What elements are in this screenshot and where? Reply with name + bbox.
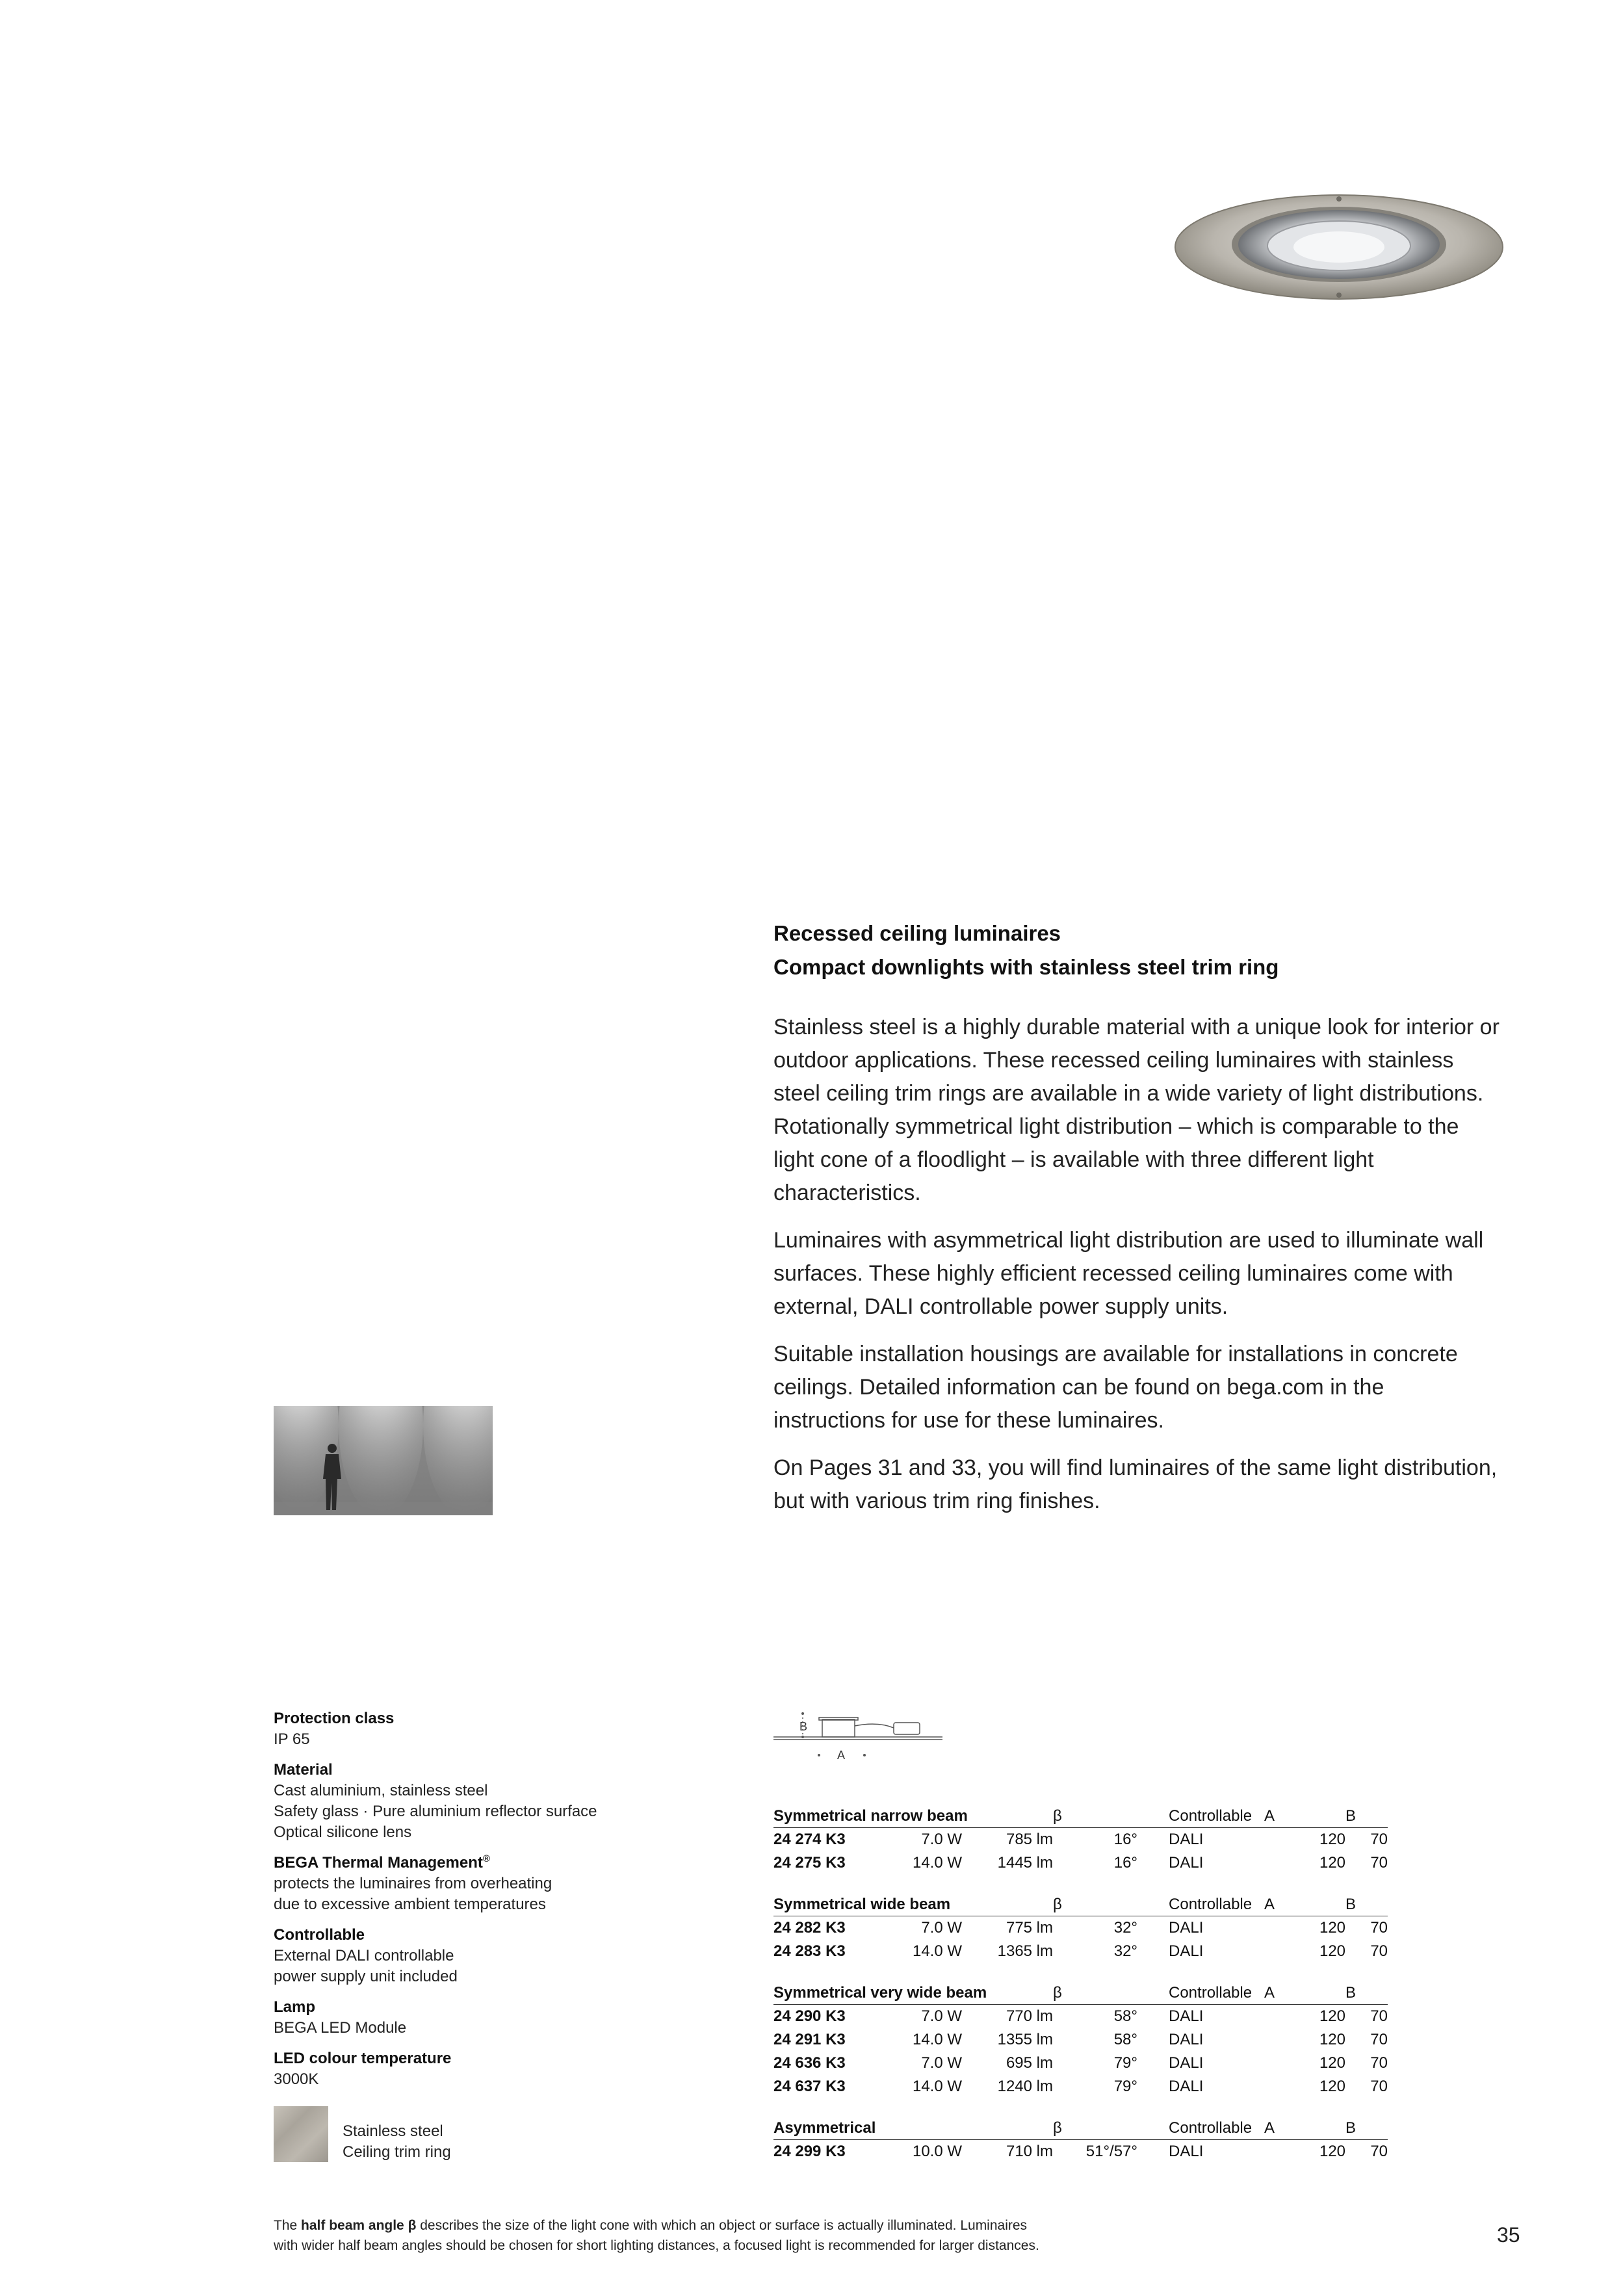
header-beta: β — [1053, 1890, 1137, 1916]
header-b: B — [1345, 2114, 1388, 2140]
spec-thermal — [274, 1853, 638, 1915]
table-row — [773, 2005, 1388, 2029]
dimension-b: 70 — [1370, 1942, 1388, 1960]
table-header-row — [773, 2114, 1388, 2140]
footnote-term: half beam angle β — [301, 2218, 417, 2233]
wattage: 14.0 W — [912, 1854, 962, 1872]
finish-line-1: Stainless steel — [343, 2122, 443, 2140]
spec-value: power supply unit included — [274, 1968, 458, 1985]
luminous-flux: 1365 lm — [997, 1942, 1054, 1960]
spec-material — [274, 1760, 638, 1843]
table-title: Asymmetrical — [773, 2114, 1053, 2140]
paragraph: Stainless steel is a highly durable material with a unique look for interior or outdoor applications. These recessed ceiling luminaires with stainless steel ceiling trim rings are available in a wide variety of light distributions. Rotationally symmetrical light distribution – which is comparable to the light cone of a floodlight – is available with three different light characteristics. — [773, 1015, 1500, 1205]
dimension-b: 70 — [1370, 2078, 1388, 2095]
dimension-a: 120 — [1319, 1942, 1346, 1960]
product-table — [773, 1890, 1388, 1963]
header-a: A — [1264, 2114, 1345, 2140]
header-beta: β — [1053, 2114, 1137, 2140]
article-number: 24 299 K3 — [773, 2143, 846, 2160]
paragraph: On Pages 31 and 33, you will find luminaires of the same light distribution, but with various trim ring finishes. — [773, 1455, 1498, 1513]
beam-angle: 79° — [1113, 2054, 1137, 2072]
spec-value: Optical silicone lens — [274, 1823, 412, 1841]
footnote-pre: The — [274, 2218, 302, 2233]
table-title: Symmetrical narrow beam — [773, 1802, 1053, 1828]
dimension-a: 120 — [1319, 1831, 1346, 1848]
heading-line-1: Recessed ceiling luminaires — [773, 921, 1061, 945]
table-row — [773, 2028, 1388, 2052]
footnote-line-1 — [274, 2215, 1236, 2236]
control-type: DALI — [1169, 1831, 1204, 1848]
table-row — [773, 2140, 1388, 2164]
wattage: 10.0 W — [912, 2143, 962, 2160]
dimension-a: 120 — [1319, 1854, 1346, 1872]
product-tables — [773, 1802, 1388, 2179]
dimension-a: 120 — [1319, 2054, 1345, 2072]
dimension-b: 70 — [1370, 2007, 1388, 2025]
finish-label — [343, 2121, 451, 2163]
luminous-flux: 1445 lm — [997, 1854, 1054, 1872]
footnote — [274, 2215, 1236, 2256]
specifications — [274, 1708, 638, 2100]
header-beta: β — [1053, 1802, 1137, 1828]
wattage: 7.0 W — [921, 2054, 962, 2072]
table-row — [773, 2075, 1388, 2098]
table-title: Symmetrical wide beam — [773, 1890, 1053, 1916]
header-a: A — [1264, 1802, 1345, 1828]
control-type: DALI — [1169, 2054, 1204, 2072]
footnote-line-2: with wider half beam angles should be chosen for short lighting distances, a focused light is recommended for larger distances. — [274, 2238, 1039, 2253]
spec-controllable — [274, 1925, 638, 1987]
dimension-b: 70 — [1370, 2143, 1388, 2160]
luminous-flux: 785 lm — [1006, 1831, 1054, 1848]
article-number: 24 290 K3 — [773, 2007, 846, 2025]
product-table — [773, 1979, 1388, 2098]
spec-label — [274, 1853, 638, 1873]
dimension-b: 70 — [1370, 1919, 1388, 1937]
header-controllable: Controllable — [1137, 2114, 1264, 2140]
body-text — [773, 1011, 1501, 1532]
header-controllable: Controllable — [1137, 1979, 1264, 2005]
table-row — [773, 1940, 1388, 1963]
dimension-a: 120 — [1319, 2078, 1345, 2095]
registered-mark: ® — [482, 1853, 490, 1864]
control-type: DALI — [1169, 1919, 1204, 1937]
luminous-flux: 710 lm — [1006, 2143, 1054, 2160]
dimension-b: 70 — [1370, 2054, 1388, 2072]
heading-line-2: Compact downlights with stainless steel trim ring — [773, 955, 1279, 979]
beam-angle: 51°/57° — [1085, 2143, 1138, 2160]
dimension-label-b: B — [799, 1720, 808, 1733]
paragraph: Suitable installation housings are available for installations in concrete ceilings. Detailed information can be found on bega.com in the instructions for use for these luminaires. — [773, 1342, 1458, 1433]
header-a: A — [1264, 1979, 1345, 2005]
spec-value: 3000K — [274, 2070, 319, 2088]
control-type: DALI — [1169, 2143, 1204, 2160]
control-type: DALI — [1169, 2007, 1204, 2025]
header-b: B — [1345, 1979, 1388, 2005]
control-type: DALI — [1169, 2031, 1204, 2048]
article-number: 24 282 K3 — [773, 1919, 846, 1937]
dimension-drawing — [773, 1703, 949, 1762]
spec-value: Cast aluminium, stainless steel — [274, 1782, 488, 1799]
header-beta: β — [1053, 1979, 1137, 2005]
dimension-b: 70 — [1370, 2031, 1388, 2048]
section-heading — [773, 917, 1488, 984]
dimension-a: 120 — [1319, 2007, 1345, 2025]
spec-label: Protection class — [274, 1710, 395, 1727]
dimension-label-a: A — [837, 1749, 846, 1762]
beam-angle: 32° — [1113, 1942, 1138, 1960]
spec-value: due to excessive ambient temperatures — [274, 1896, 546, 1913]
table-row — [773, 1851, 1388, 1875]
beam-angle: 16° — [1113, 1854, 1138, 1872]
article-number: 24 291 K3 — [773, 2031, 846, 2048]
table-header-row — [773, 1802, 1388, 1828]
light-distribution-photo — [274, 1406, 493, 1515]
table-title: Symmetrical very wide beam — [773, 1979, 1053, 2005]
wattage: 14.0 W — [912, 1942, 962, 1960]
control-type: DALI — [1169, 1854, 1204, 1872]
table-row — [773, 1828, 1388, 1852]
spec-protection — [274, 1708, 638, 1750]
product-photo — [1170, 182, 1508, 312]
beam-angle: 32° — [1113, 1919, 1138, 1937]
dimension-b: 70 — [1370, 1831, 1388, 1848]
header-b: B — [1345, 1802, 1388, 1828]
table-header-row — [773, 1979, 1388, 2005]
stainless-steel-swatch — [274, 2106, 328, 2162]
dimension-a: 120 — [1319, 2143, 1346, 2160]
spec-label: Lamp — [274, 1998, 316, 2016]
product-table — [773, 2114, 1388, 2163]
finish-line-2: Ceiling trim ring — [343, 2143, 451, 2161]
wattage: 14.0 W — [912, 2031, 962, 2048]
table-header-row — [773, 1890, 1388, 1916]
control-type: DALI — [1169, 1942, 1204, 1960]
dimension-b: 70 — [1370, 1854, 1388, 1872]
footnote-rest: describes the size of the light cone with which an object or surface is actually illuminated. Luminaires — [416, 2218, 1028, 2233]
spec-value: External DALI controllable — [274, 1947, 454, 1964]
wattage: 7.0 W — [921, 1831, 962, 1848]
header-controllable: Controllable — [1137, 1890, 1264, 1916]
beam-angle: 79° — [1113, 2078, 1137, 2095]
beam-angle: 16° — [1113, 1831, 1138, 1848]
luminous-flux: 695 lm — [1006, 2054, 1053, 2072]
luminous-flux: 1355 lm — [997, 2031, 1053, 2048]
spec-label: Material — [274, 1761, 333, 1779]
header-b: B — [1345, 1890, 1388, 1916]
spec-label-text: BEGA Thermal Management — [274, 1854, 483, 1872]
article-number: 24 637 K3 — [773, 2078, 846, 2095]
luminous-flux: 775 lm — [1006, 1919, 1054, 1937]
article-number: 24 636 K3 — [773, 2054, 846, 2072]
header-controllable: Controllable — [1137, 1802, 1264, 1828]
luminous-flux: 770 lm — [1006, 2007, 1053, 2025]
paragraph: Luminaires with asymmetrical light distribution are used to illuminate wall surfaces. These highly efficient recessed ceiling luminaires come with external, DALI controllable power supply units. — [773, 1228, 1484, 1319]
wattage: 7.0 W — [921, 2007, 962, 2025]
header-a: A — [1264, 1890, 1345, 1916]
article-number: 24 274 K3 — [773, 1831, 846, 1848]
wattage: 7.0 W — [921, 1919, 962, 1937]
product-table — [773, 1802, 1388, 1875]
page-number: 35 — [1497, 2223, 1520, 2247]
spec-label: LED colour temperature — [274, 2050, 452, 2067]
table-row — [773, 1916, 1388, 1940]
spec-value: Safety glass · Pure aluminium reflector surface — [274, 1803, 597, 1820]
beam-angle: 58° — [1113, 2007, 1137, 2025]
control-type: DALI — [1169, 2078, 1204, 2095]
spec-led-colour — [274, 2048, 638, 2090]
article-number: 24 283 K3 — [773, 1942, 846, 1960]
spec-value: BEGA LED Module — [274, 2019, 407, 2037]
dimension-a: 120 — [1319, 2031, 1345, 2048]
spec-value: IP 65 — [274, 1730, 310, 1748]
spec-lamp — [274, 1997, 638, 2039]
spec-value: protects the luminaires from overheating — [274, 1875, 552, 1892]
beam-angle: 58° — [1113, 2031, 1137, 2048]
article-number: 24 275 K3 — [773, 1854, 846, 1872]
wattage: 14.0 W — [912, 2078, 962, 2095]
luminous-flux: 1240 lm — [997, 2078, 1053, 2095]
table-row — [773, 2052, 1388, 2075]
spec-label: Controllable — [274, 1926, 365, 1944]
dimension-a: 120 — [1319, 1919, 1346, 1937]
